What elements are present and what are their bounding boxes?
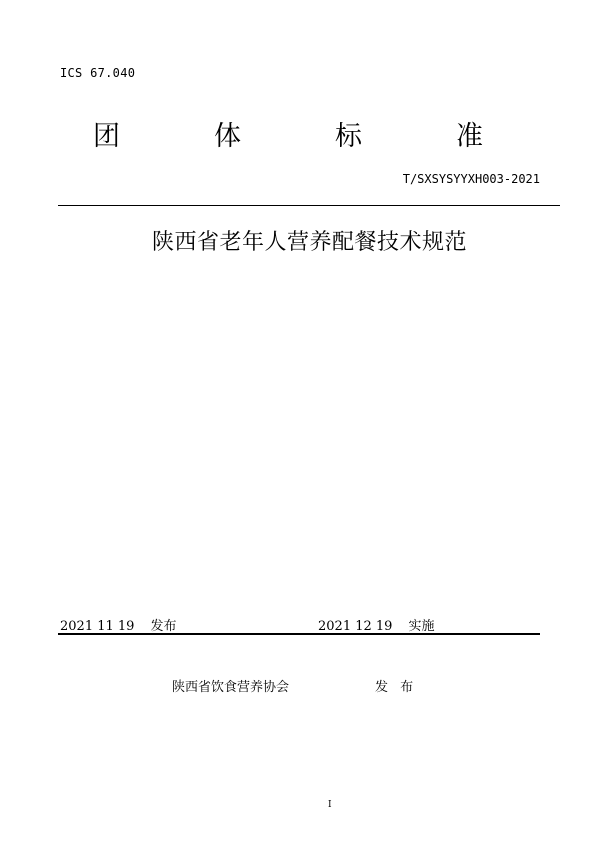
page-number: I [328, 800, 332, 810]
standard-number: T/SXSYSYYXH003-2021 [402, 172, 540, 186]
standard-type-char: 准 [456, 120, 483, 152]
issue-date-line [60, 615, 176, 634]
standard-type-char: 标 [335, 120, 362, 152]
standard-type-heading [93, 115, 483, 151]
dates-divider [58, 633, 540, 635]
header-divider [58, 205, 560, 206]
implementation-date: 2021 12 19 [318, 619, 393, 634]
issuer-name: 陕西省饮食营养协会 [172, 680, 290, 695]
document-title: 陕西省老年人营养配餐技术规范 [152, 230, 468, 255]
implementation-date-line [318, 615, 434, 634]
issue-label: 发布 [150, 619, 177, 634]
standard-type-char: 团 [93, 120, 120, 152]
issue-action: 发 布 [375, 680, 418, 695]
standard-type-char: 体 [214, 120, 241, 152]
ics-code: ICS 67.040 [60, 66, 136, 80]
implementation-label: 实施 [408, 619, 435, 634]
issue-date: 2021 11 19 [60, 619, 135, 634]
